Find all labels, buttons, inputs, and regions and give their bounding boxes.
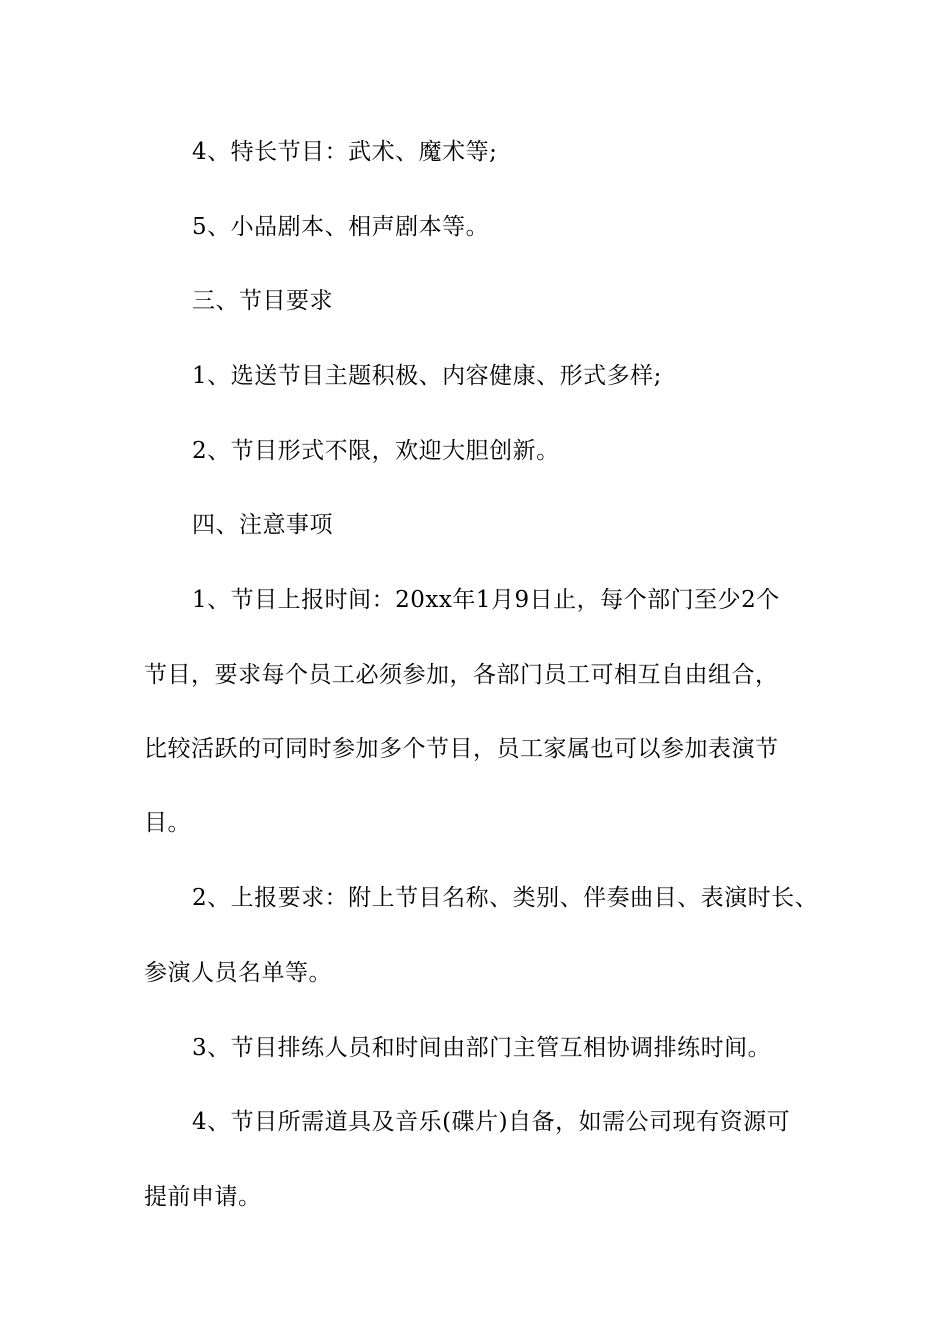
paragraph-note-2-line-1: 2、上报要求：附上节目名称、类别、伴奏曲目、表演时长、 — [192, 885, 819, 911]
paragraph-note-1-line-3: 比较活跃的可同时参加多个节目，员工家属也可以参加表演节 — [144, 736, 779, 762]
paragraph-note-2-line-2: 参演人员名单等。 — [144, 960, 332, 986]
paragraph-note-1-line-1: 1、节目上报时间：20xx年1月9日止，每个部门至少2个 — [192, 587, 780, 613]
paragraph-note-4-line-1: 4、节目所需道具及音乐(碟片)自备，如需公司现有资源可 — [192, 1109, 791, 1135]
paragraph-note-4-line-2: 提前申请。 — [144, 1184, 262, 1210]
paragraph-note-1-line-4: 目。 — [144, 810, 191, 836]
section-heading-program-requirements: 三、节目要求 — [192, 288, 333, 314]
list-item-skit-scripts: 5、小品剧本、相声剧本等。 — [192, 214, 490, 240]
paragraph-note-1-line-2: 节目，要求每个员工必须参加，各部门员工可相互自由组合， — [144, 662, 779, 688]
list-item-requirement-2: 2、节目形式不限，欢迎大胆创新。 — [192, 438, 560, 464]
list-item-requirement-1: 1、选送节目主题积极、内容健康、形式多样; — [192, 363, 662, 389]
section-heading-notes: 四、注意事项 — [192, 512, 333, 538]
paragraph-note-3: 3、节目排练人员和时间由部门主管互相协调排练时间。 — [192, 1035, 772, 1061]
list-item-special-programs: 4、特长节目：武术、魔术等; — [192, 139, 498, 165]
